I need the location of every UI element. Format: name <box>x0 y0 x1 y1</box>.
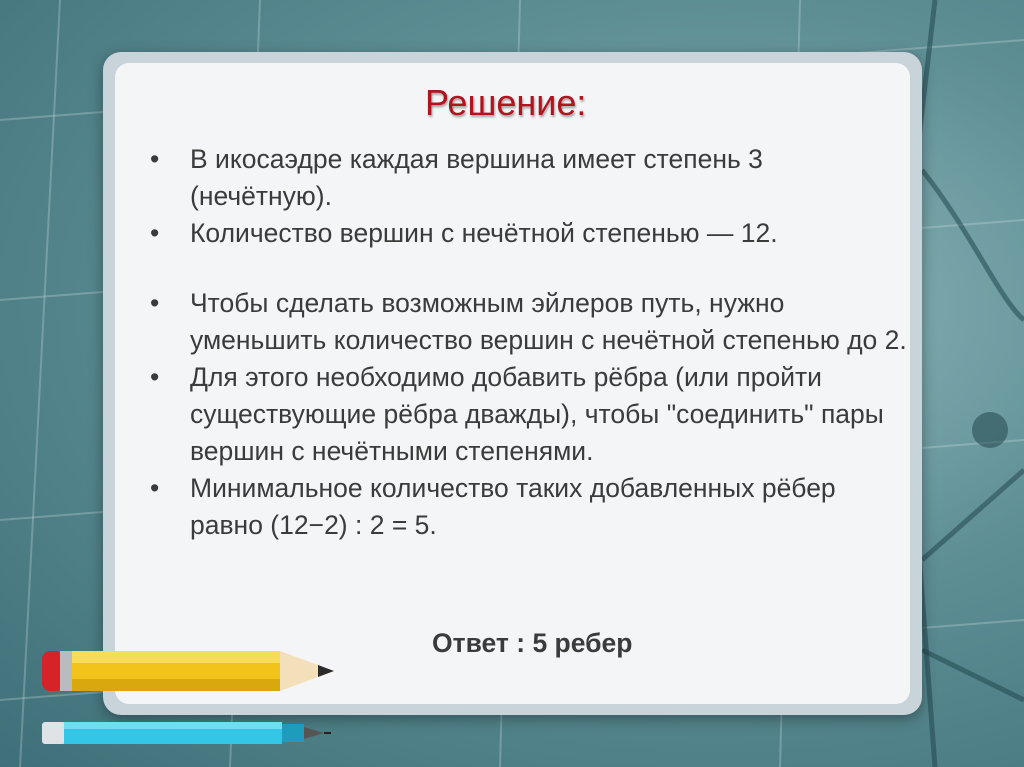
bullet-marker: • <box>150 473 160 503</box>
answer-text: Ответ : 5 ребер <box>432 628 633 658</box>
bullet-text: Для этого необходимо добавить рёбра (или пройти существующие рёбра дважды), чтобы "соединить" пары вершин с нечётными степенями. <box>190 362 884 466</box>
pen-icon <box>42 719 332 749</box>
bullet-item <box>150 359 910 470</box>
solution-bullet-list <box>150 141 910 544</box>
bullet-item <box>150 215 910 252</box>
bullet-text: Чтобы сделать возможным эйлеров путь, нужно уменьшить количество вершин с нечётной степенью до 2. <box>190 288 907 355</box>
bullet-item <box>150 470 910 544</box>
bullet-item <box>150 285 910 359</box>
bullet-marker: • <box>150 218 160 248</box>
pencil-icon <box>38 645 338 697</box>
bullet-marker: • <box>150 144 160 174</box>
slide-title: Решение: <box>425 82 587 123</box>
bullet-text: Минимальное количество таких добавленных рёбер равно (12−2) : 2 = 5. <box>190 473 836 540</box>
bullet-marker: • <box>150 288 160 318</box>
bullet-item <box>150 141 910 215</box>
bullet-marker: • <box>150 362 160 392</box>
bullet-text: Количество вершин с нечётной степенью — 12. <box>190 218 778 248</box>
bullet-text: В икосаэдре каждая вершина имеет степень 3 (нечётную). <box>190 144 763 211</box>
